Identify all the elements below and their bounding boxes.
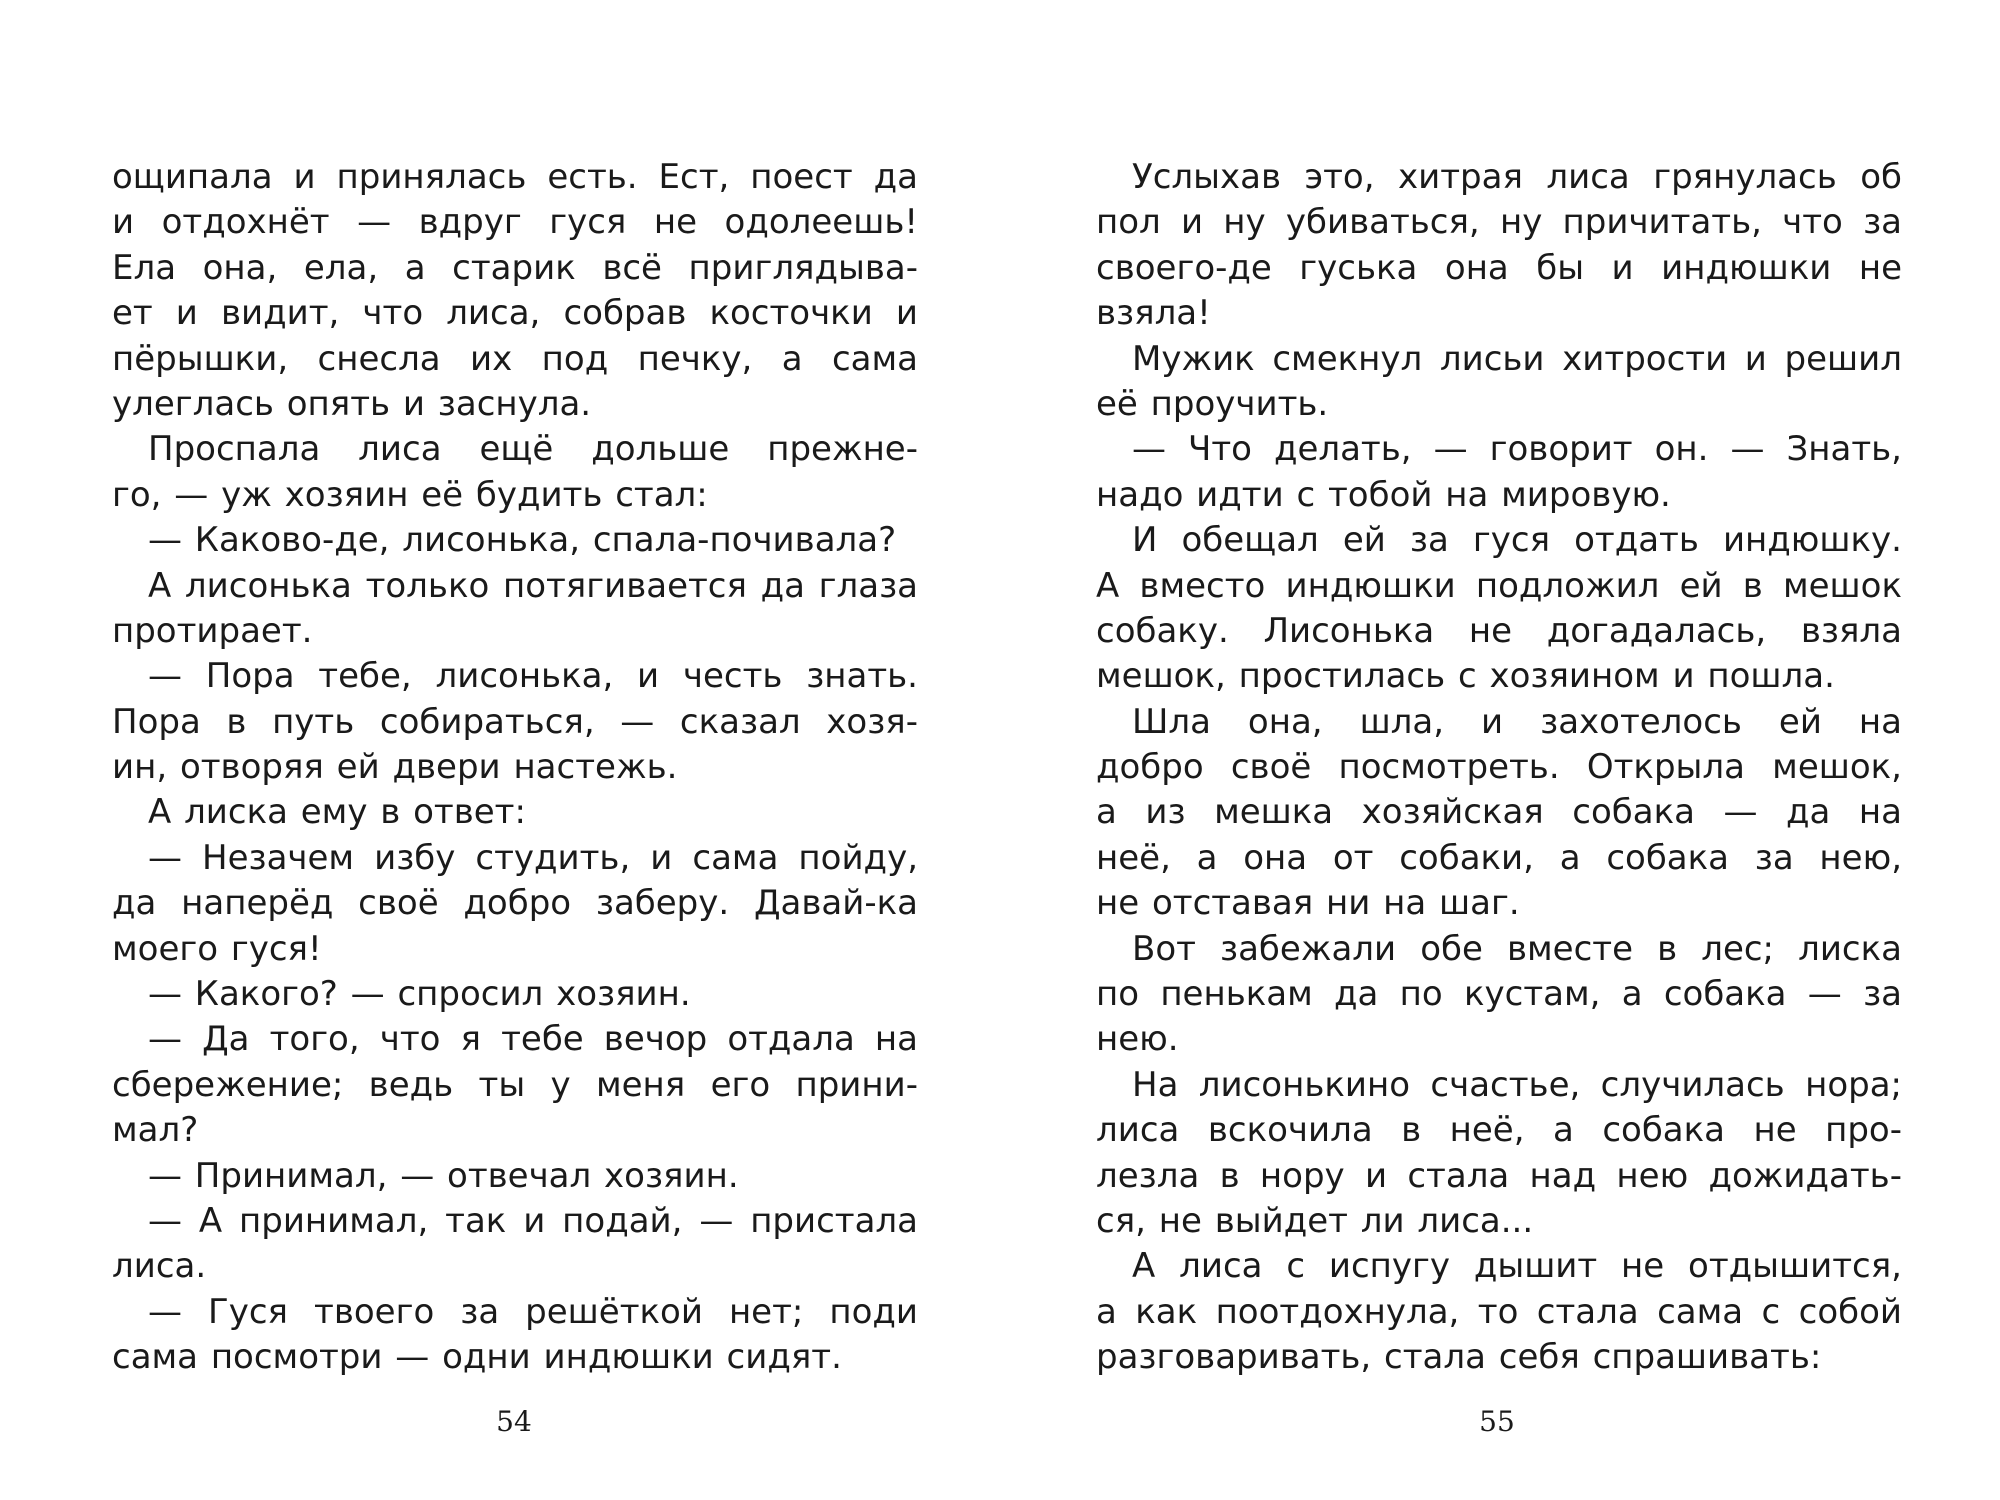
text-line: мешок, простилась с хозяином и пошла. (1096, 656, 1835, 697)
text-line: добро своё посмотреть. Открыла мешок, (1096, 747, 1902, 788)
text-line: — Гуся твоего за решёткой нет; поди (148, 1291, 918, 1332)
text-line: и отдохнёт — вдруг гуся не одолеешь! (112, 202, 918, 243)
text-line: мал? (112, 1110, 199, 1151)
text-line: её проучить. (1096, 383, 1329, 424)
left-page-text (112, 155, 918, 1381)
text-line: а из мешка хозяйская собака — да на (1096, 792, 1902, 833)
text-line: лиса. (112, 1246, 207, 1287)
text-line: На лисонькино счастье, случилась нора; (1132, 1064, 1902, 1105)
text-line: протирает. (112, 610, 313, 651)
text-line: го, — уж хозяин её будить стал: (112, 474, 708, 515)
text-line: — Пора тебе, лисонька, и честь знать. (148, 656, 918, 697)
text-line: сбережение; ведь ты у меня его прини- (112, 1064, 918, 1105)
text-line: нею. (1096, 1019, 1179, 1060)
text-line: пол и ну убиваться, ну причитать, что за (1096, 202, 1902, 243)
page-number-right: 55 (1479, 1405, 1515, 1438)
text-line: по пенькам да по кустам, а собака — за (1096, 974, 1902, 1015)
text-line: а как поотдохнула, то стала сама с собой (1096, 1291, 1902, 1332)
text-line: лезла в нору и стала над нею дожидать- (1096, 1155, 1902, 1196)
text-line: А лиса с испугу дышит не отдышится, (1132, 1246, 1902, 1287)
text-line: ся, не выйдет ли лиса... (1096, 1200, 1534, 1241)
text-line: — Принимал, — отвечал хозяин. (148, 1155, 739, 1196)
right-page-text (1096, 155, 1902, 1381)
text-line: А лиска ему в ответ: (148, 792, 526, 833)
text-line: взяла! (1096, 293, 1211, 334)
text-line: ет и видит, что лиса, собрав косточки и (112, 293, 918, 334)
page-number-left: 54 (496, 1405, 532, 1438)
text-line: Проспала лиса ещё дольше прежне- (148, 429, 918, 470)
text-line: А вместо индюшки подложил ей в мешок (1096, 565, 1902, 606)
text-line: — Да того, что я тебе вечор отдала на (148, 1019, 918, 1060)
text-line: Пора в путь собираться, — сказал хозя- (112, 701, 918, 742)
text-line: — Что делать, — говорит он. — Знать, (1132, 429, 1902, 470)
text-line: А лисонька только потягивается да глаза (148, 565, 918, 606)
text-line: сама посмотри — одни индюшки сидят. (112, 1337, 842, 1378)
text-line: Шла она, шла, и захотелось ей на (1132, 701, 1902, 742)
text-line: Вот забежали обе вместе в лес; лиска (1132, 928, 1902, 969)
text-line: Ела она, ела, а старик всё приглядыва- (112, 247, 918, 288)
text-line: своего-де гуська она бы и индюшки не (1096, 247, 1902, 288)
text-line: лиса вскочила в неё, а собака не про- (1096, 1110, 1902, 1151)
text-line: ин, отворяя ей двери настежь. (112, 747, 678, 788)
text-line: Мужик смекнул лисьи хитрости и решил (1132, 338, 1902, 379)
text-line: пёрышки, снесла их под печку, а сама (112, 338, 918, 379)
text-line: И обещал ей за гуся отдать индюшку. (1132, 520, 1902, 561)
text-line: неё, а она от собаки, а собака за нею, (1096, 837, 1902, 878)
text-line: собаку. Лисонька не догадалась, взяла (1096, 610, 1902, 651)
text-line: да наперёд своё добро заберу. Давай-ка (112, 883, 918, 924)
text-line: ощипала и принялась есть. Ест, поест да (112, 157, 918, 197)
text-line: не отставая ни на шаг. (1096, 883, 1520, 924)
text-line: разговаривать, стала себя спрашивать: (1096, 1337, 1822, 1378)
text-line: — А принимал, так и подай, — пристала (148, 1200, 918, 1241)
text-line: Услыхав это, хитрая лиса грянулась об (1132, 157, 1902, 197)
text-line: — Незачем избу студить, и сама пойду, (148, 837, 918, 878)
text-line: надо идти с тобой на мировую. (1096, 474, 1671, 515)
text-line: улеглась опять и заснула. (112, 383, 592, 424)
text-line: моего гуся! (112, 928, 322, 969)
text-line: — Каково-де, лисонька, спала-почивала? (148, 520, 897, 561)
text-line: — Какого? — спросил хозяин. (148, 974, 691, 1015)
